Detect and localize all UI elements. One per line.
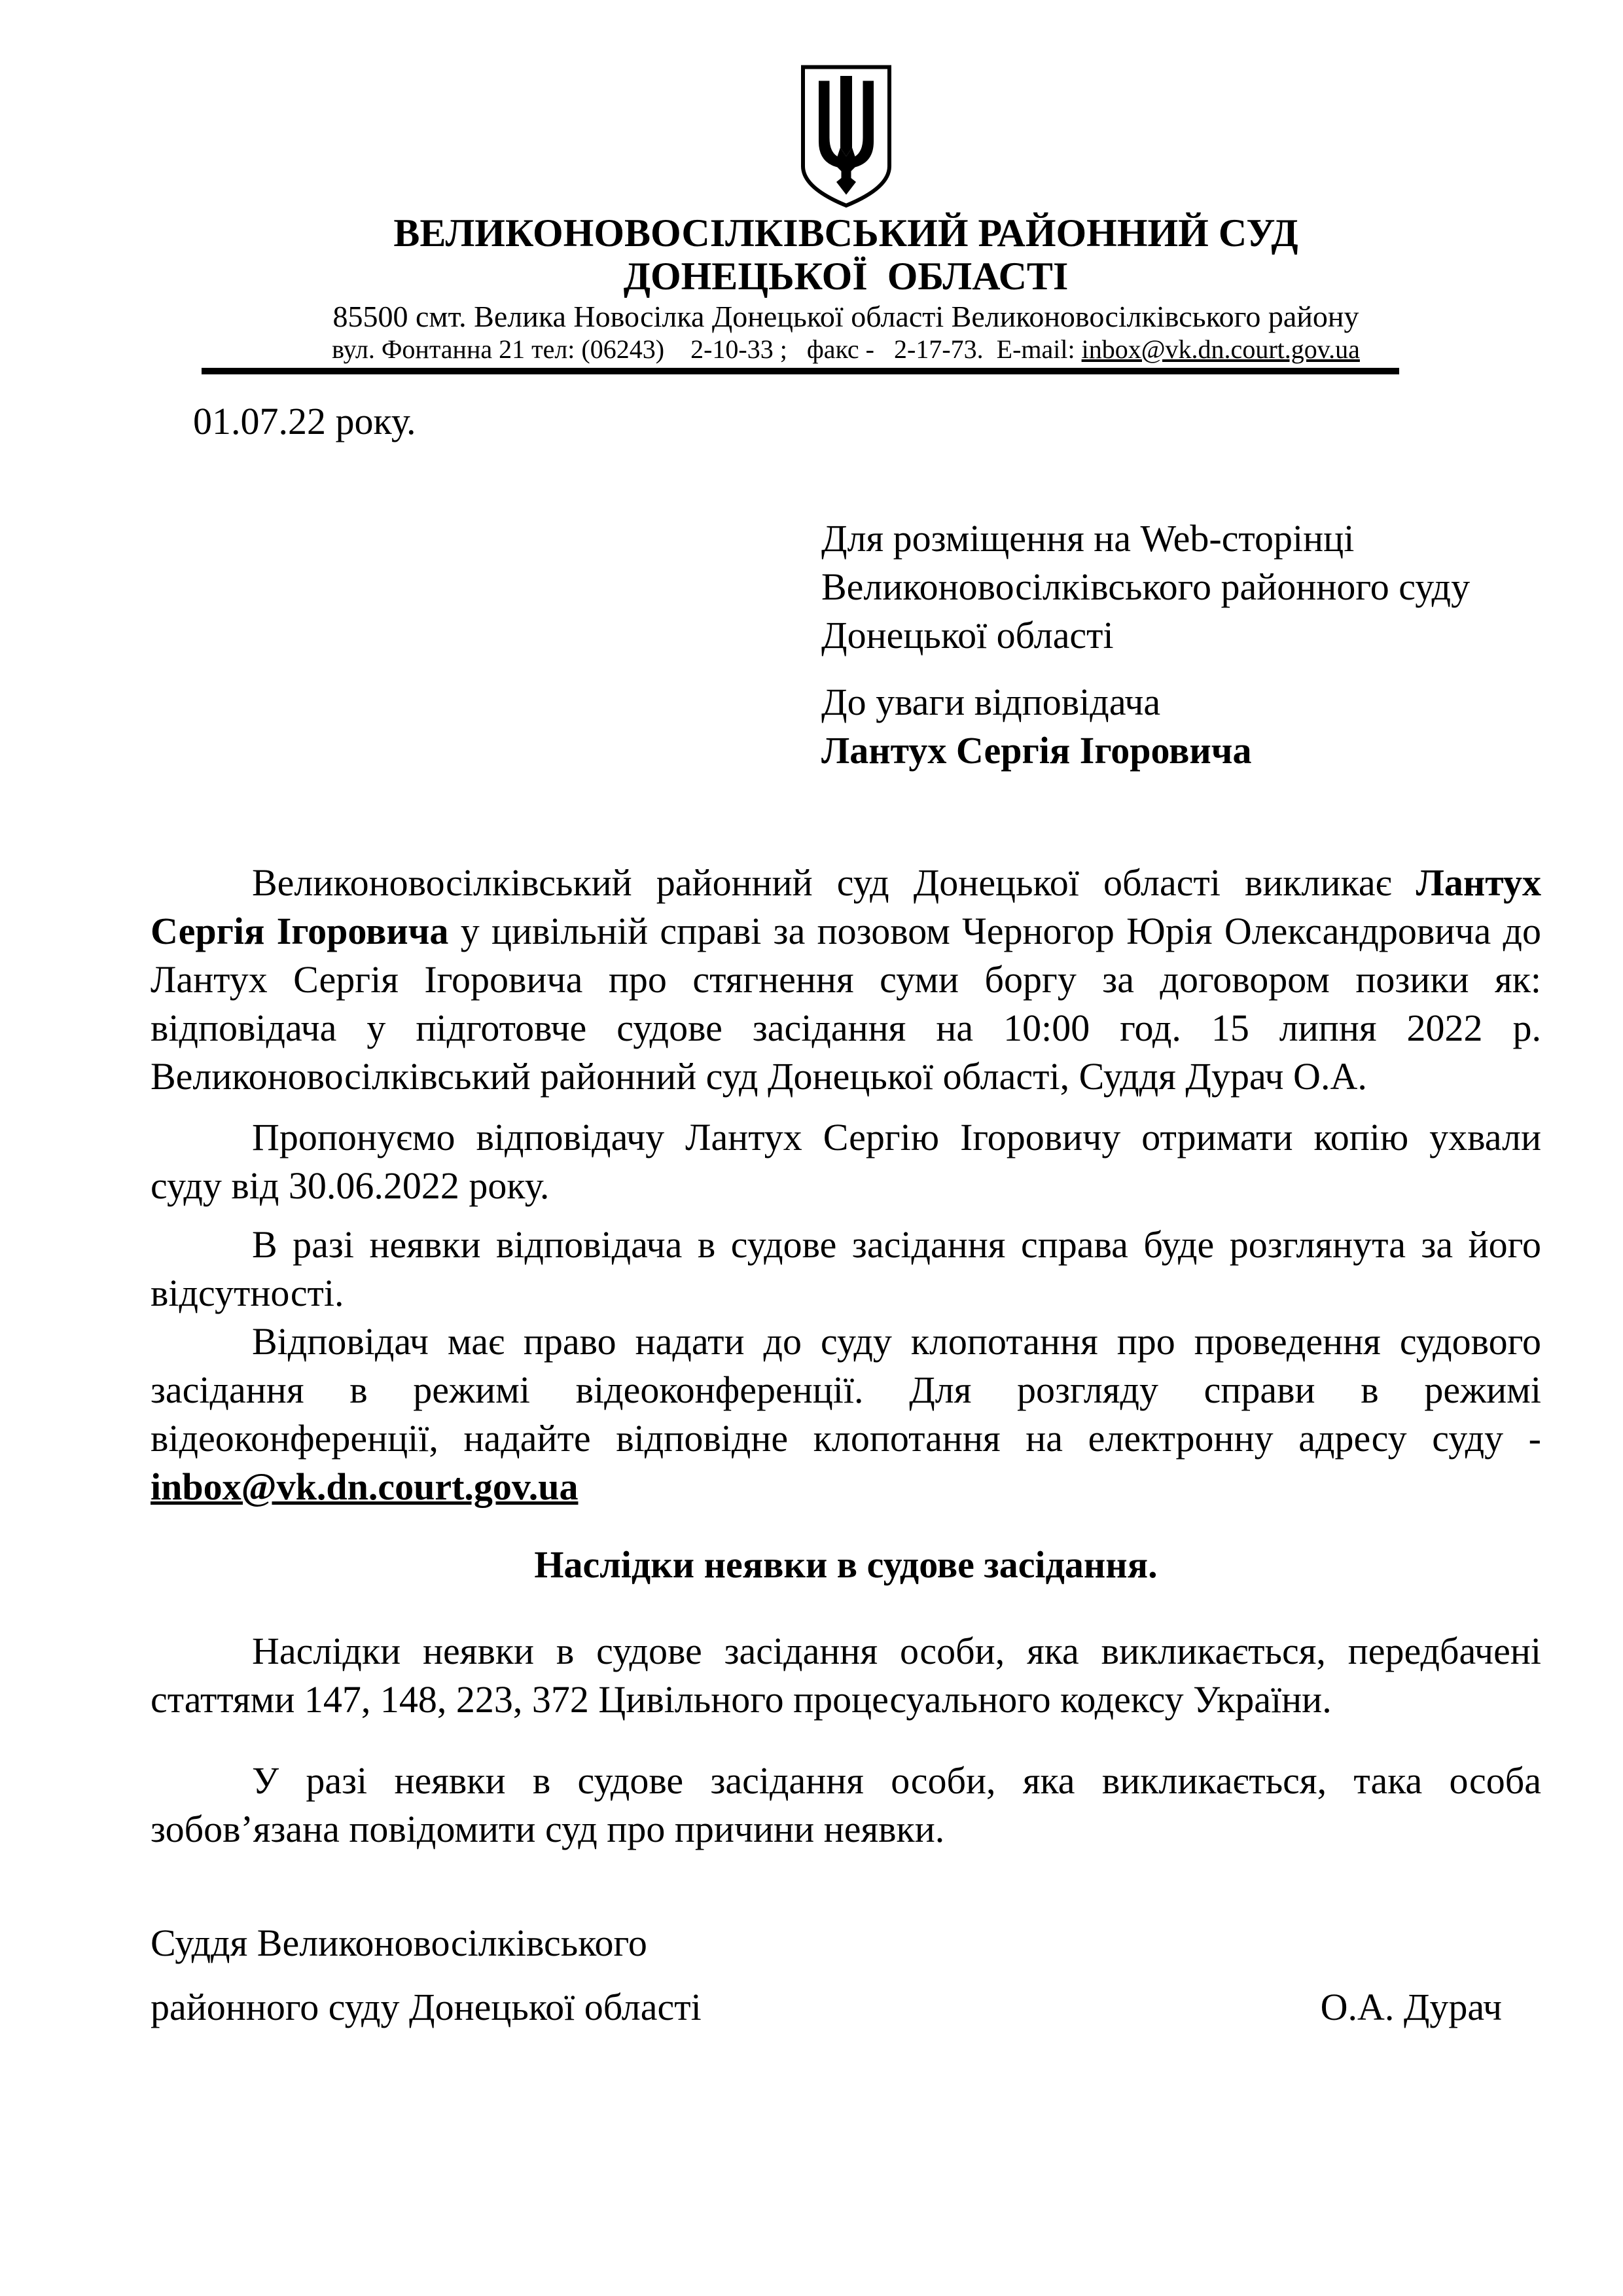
- body-paragraph-summons: [151, 859, 1541, 1101]
- ukraine-trident-emblem-icon: [797, 62, 895, 211]
- court-name-line2: ДОНЕЦЬКОЇ ОБЛАСТІ: [623, 255, 1069, 298]
- letter-body: [151, 859, 1541, 1854]
- signature-title-line2: районного суду Донецької області: [151, 1986, 702, 2028]
- body-paragraph-articles: Наслідки неявки в судове засідання особи, яка викликається, передбачені статтями 147, 148, 223, 372 Цивільного процесуального кодексу України.: [151, 1630, 1541, 1721]
- addressee-line-court: Великоновосілківського районного суду: [821, 565, 1471, 608]
- summons-text-end: у цивільній справі за позовом Черногор Юрія Олександровича до Лантух Сергія Ігоровича про стягнення суми боргу за договором позики як: відповідача у підготовче судове засідання на 10:00 год. 15 липня 2022 р. Великоновосілківський районний суд Донецької області, Суддя Дурач О.А.: [151, 910, 1541, 1098]
- signature-title-line1: Суддя Великоновосілківського: [151, 1922, 647, 1964]
- signature-row: [151, 1983, 1541, 2032]
- summons-text-start: Великоновосілківський районний суд Донецької області викликає: [252, 861, 1416, 904]
- signature-block: [151, 1919, 1541, 2032]
- header-divider: [202, 368, 1399, 374]
- body-paragraph-absence: В разі неявки відповідача в судове засідання справа буде розглянута за його відсутності.: [151, 1223, 1541, 1314]
- contact-text: вул. Фонтанна 21 тел: (06243) 2-10-33 ; факс - 2-17-73. E-mail:: [332, 334, 1082, 364]
- defendant-name-bold: Лантух Сергія Ігоровича: [151, 861, 1541, 952]
- addressee-line-web: Для розміщення на Web-сторінці: [821, 517, 1355, 560]
- body-email-link[interactable]: inbox@vk.dn.court.gov.ua: [151, 1465, 579, 1508]
- header-email-link[interactable]: inbox@vk.dn.court.gov.ua: [1081, 334, 1360, 364]
- body-paragraph-videoconference: [151, 1318, 1541, 1511]
- court-name-line1: ВЕЛИКОНОВОСІЛКІВСЬКИЙ РАЙОННИЙ СУД: [393, 211, 1298, 255]
- court-contacts: [151, 334, 1541, 365]
- document-date: 01.07.22 року.: [193, 400, 416, 442]
- judge-name: О.А. Дурач: [1320, 1986, 1502, 2028]
- addressee-line-region: Донецької області: [821, 614, 1114, 656]
- addressee-attention: До уваги відповідача: [821, 681, 1161, 723]
- court-address: 85500 смт. Велика Новосілка Донецької області Великоновосілківського району: [332, 300, 1359, 333]
- videoconference-text: Відповідач має право надати до суду клопотання про проведення судового засідання в режимі відеоконференції. Для розгляду справи в режимі відеоконференції, надайте відповідне клопотання на електронну адресу суду -: [151, 1320, 1541, 1460]
- consequences-heading: Наслідки неявки в судове засідання.: [534, 1543, 1158, 1586]
- addressee-block: [821, 514, 1541, 775]
- body-paragraph-notify: У разі неявки в судове засідання особи, яка викликається, така особа зобов’язана повідомити суд про причини неявки.: [151, 1759, 1541, 1850]
- body-paragraph-copy-ruling: Пропонуємо відповідачу Лантух Сергію Ігоровичу отримати копію ухвали суду від 30.06.2022 року.: [151, 1116, 1541, 1207]
- addressee-name: Лантух Сергія Ігоровича: [821, 729, 1252, 772]
- letterhead: [151, 62, 1541, 374]
